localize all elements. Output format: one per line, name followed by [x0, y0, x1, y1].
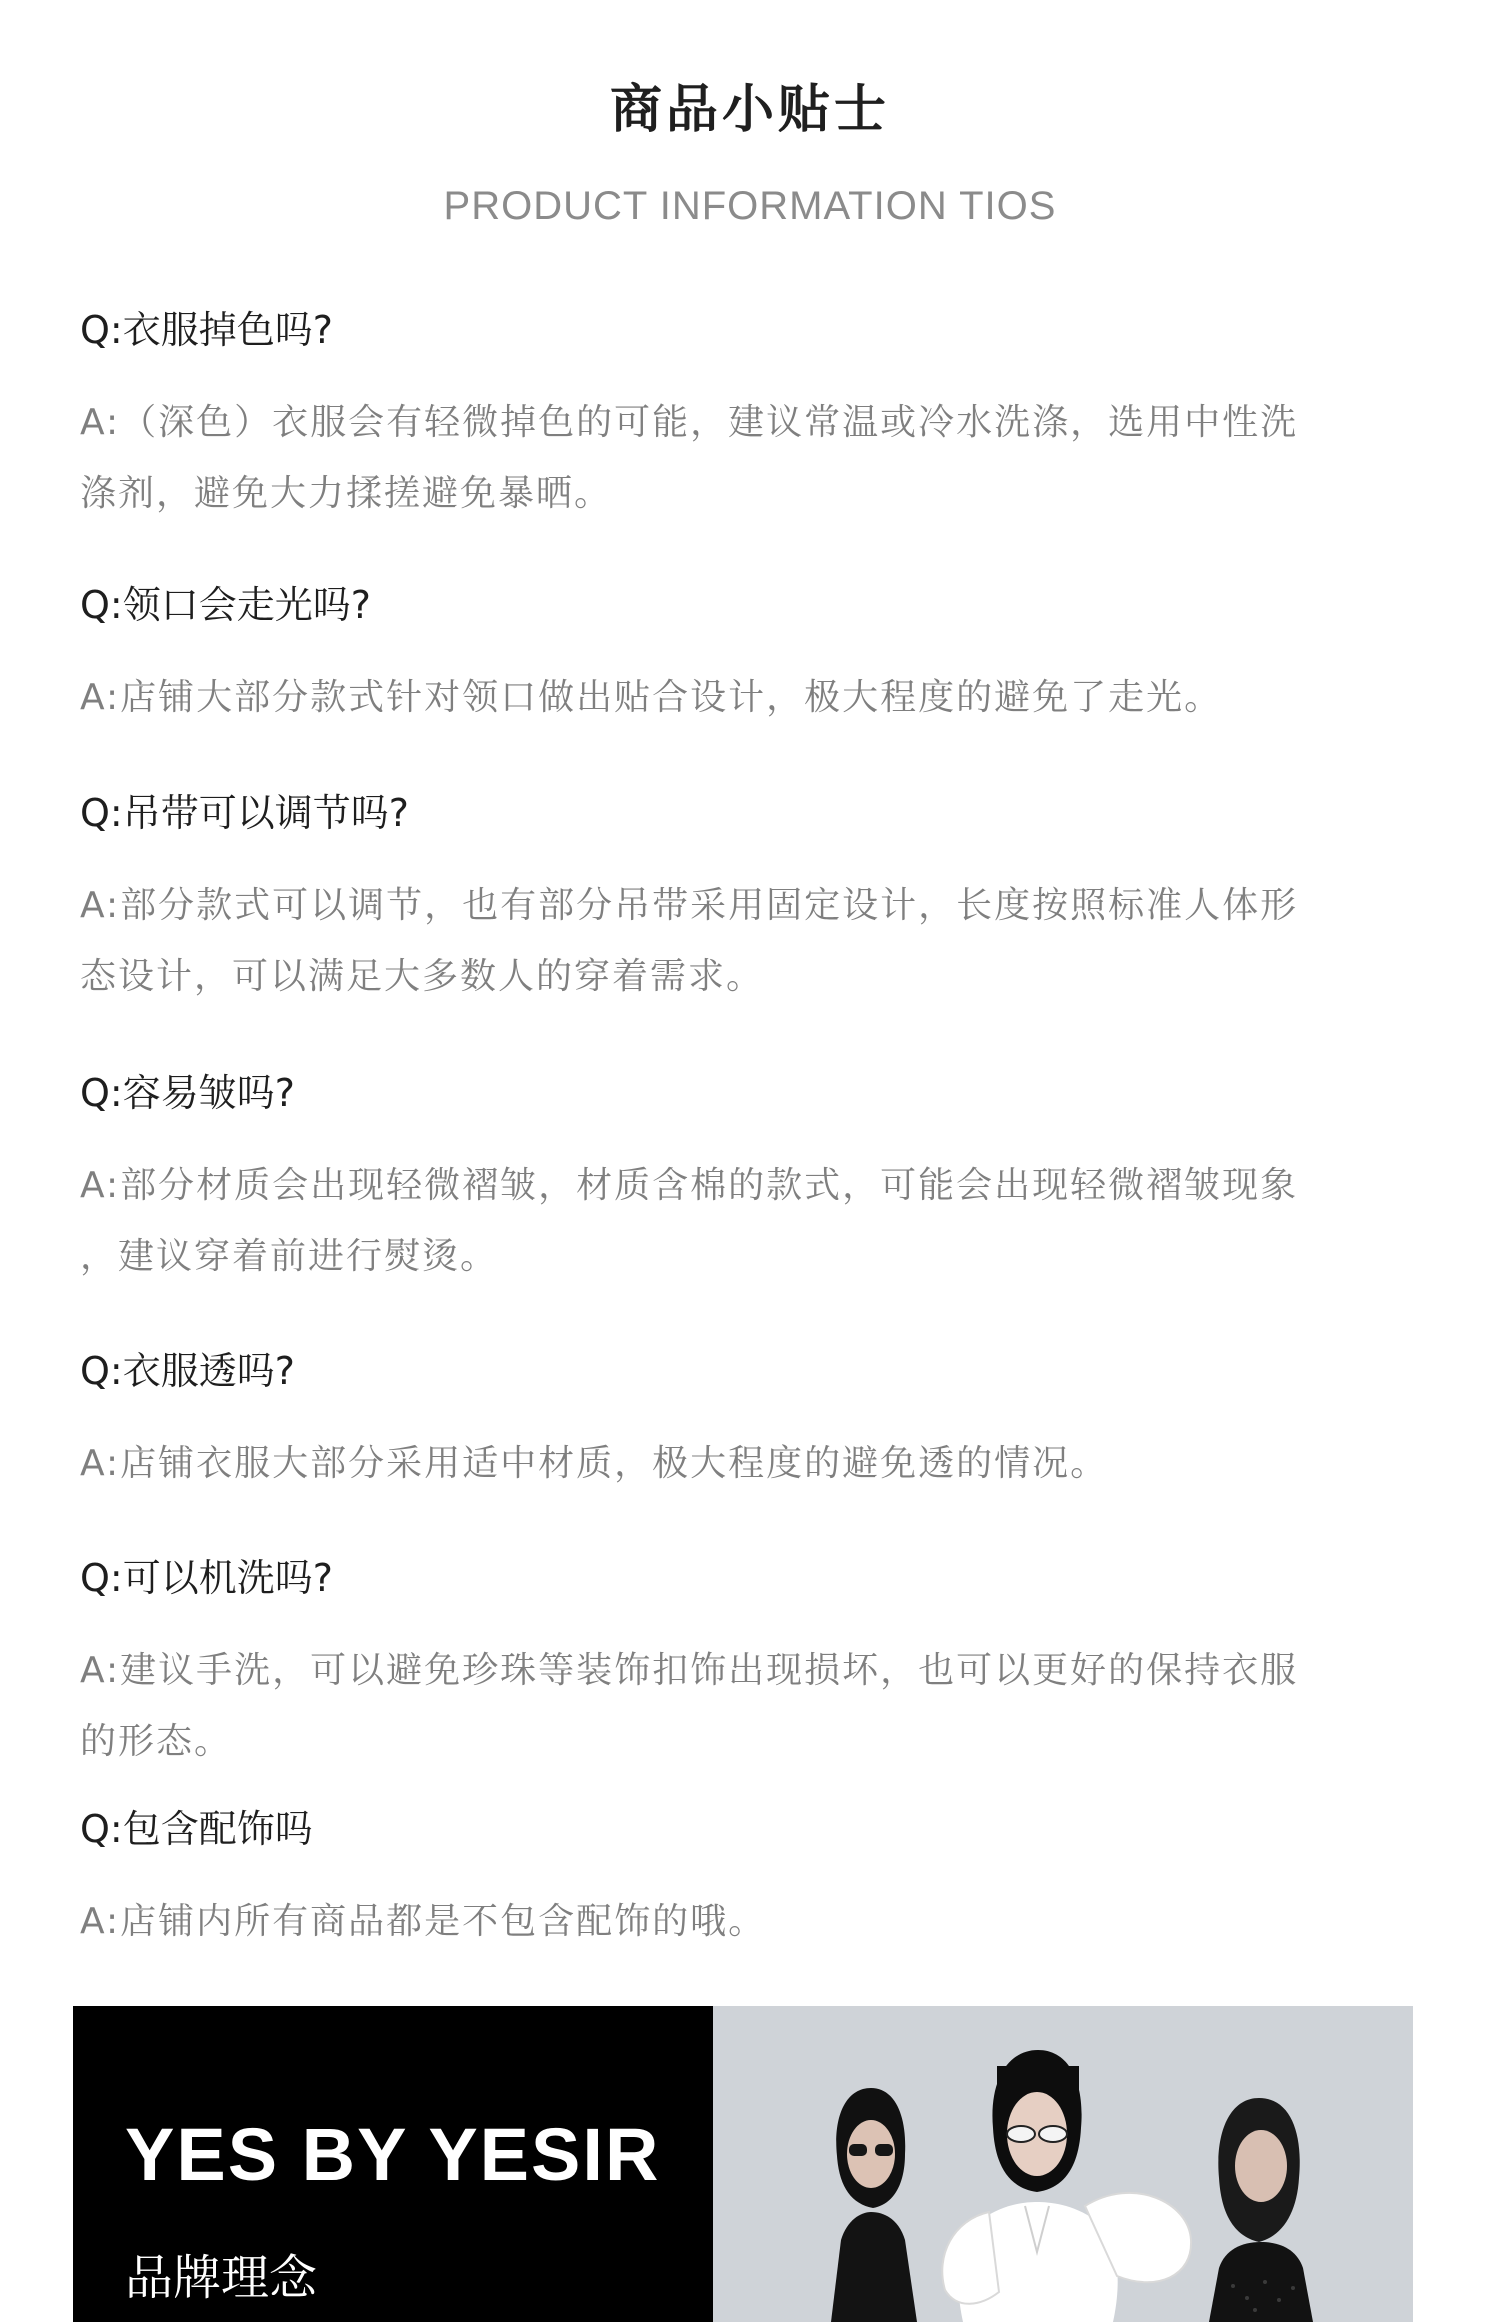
faq-question: Q:吊带可以调节吗? — [80, 791, 409, 835]
faq-answer-line: A:部分款式可以调节，也有部分吊带采用固定设计，长度按照标准人体形 — [80, 885, 1299, 926]
faq-answer-line: A:店铺衣服大部分采用适中材质，极大程度的避免透的情况。 — [80, 1443, 1109, 1484]
faq-item — [80, 1550, 1420, 1762]
faq-question: Q:衣服透吗? — [80, 1349, 295, 1393]
faq-item — [80, 577, 1420, 718]
brand-subtitle: 品牌理念 — [125, 2250, 318, 2306]
faq-question: Q:衣服掉色吗? — [80, 308, 333, 352]
faq-answer-line: ，建议穿着前进行熨烫。 — [80, 1236, 499, 1277]
faq-answer-line: 涤剂，避免大力揉搓避免暴晒。 — [80, 473, 613, 514]
faq-answer-line: 的形态。 — [80, 1721, 233, 1762]
faq-question: Q:容易皱吗? — [80, 1071, 295, 1115]
brand-name: YES BY YESIR — [125, 2113, 661, 2196]
faq-item — [80, 785, 1420, 997]
faq-answer-line: 态设计，可以满足大多数人的穿着需求。 — [80, 956, 765, 997]
faq-item — [80, 1801, 1420, 1942]
page-title: 商品小贴士 — [609, 80, 890, 140]
faq-answer-line: A:部分材质会出现轻微褶皱，材质含棉的款式，可能会出现轻微褶皱现象 — [80, 1165, 1299, 1206]
faq-question: Q:包含配饰吗 — [80, 1807, 313, 1851]
page-subtitle: PRODUCT INFORMATION TIOS — [443, 184, 1057, 228]
faq-item — [80, 1343, 1420, 1484]
faq-question: Q:可以机洗吗? — [80, 1556, 333, 1600]
brand-photo — [713, 2006, 1413, 2322]
faq-answer-line: A:（深色）衣服会有轻微掉色的可能，建议常温或冷水洗涤，选用中性洗 — [80, 402, 1299, 443]
faq-item — [80, 1065, 1420, 1277]
faq-answer-line: A:店铺大部分款式针对领口做出贴合设计，极大程度的避免了走光。 — [80, 677, 1223, 718]
faq-answer-line: A:建议手洗，可以避免珍珠等装饰扣饰出现损坏，也可以更好的保持衣服 — [80, 1650, 1299, 1691]
faq-item — [80, 302, 1420, 514]
brand-panel — [73, 2006, 713, 2322]
models-illustration — [713, 2006, 1413, 2322]
faq-answer-line: A:店铺内所有商品都是不包含配饰的哦。 — [80, 1901, 767, 1942]
brand-banner — [73, 2006, 1413, 2322]
faq-question: Q:领口会走光吗? — [80, 583, 371, 627]
